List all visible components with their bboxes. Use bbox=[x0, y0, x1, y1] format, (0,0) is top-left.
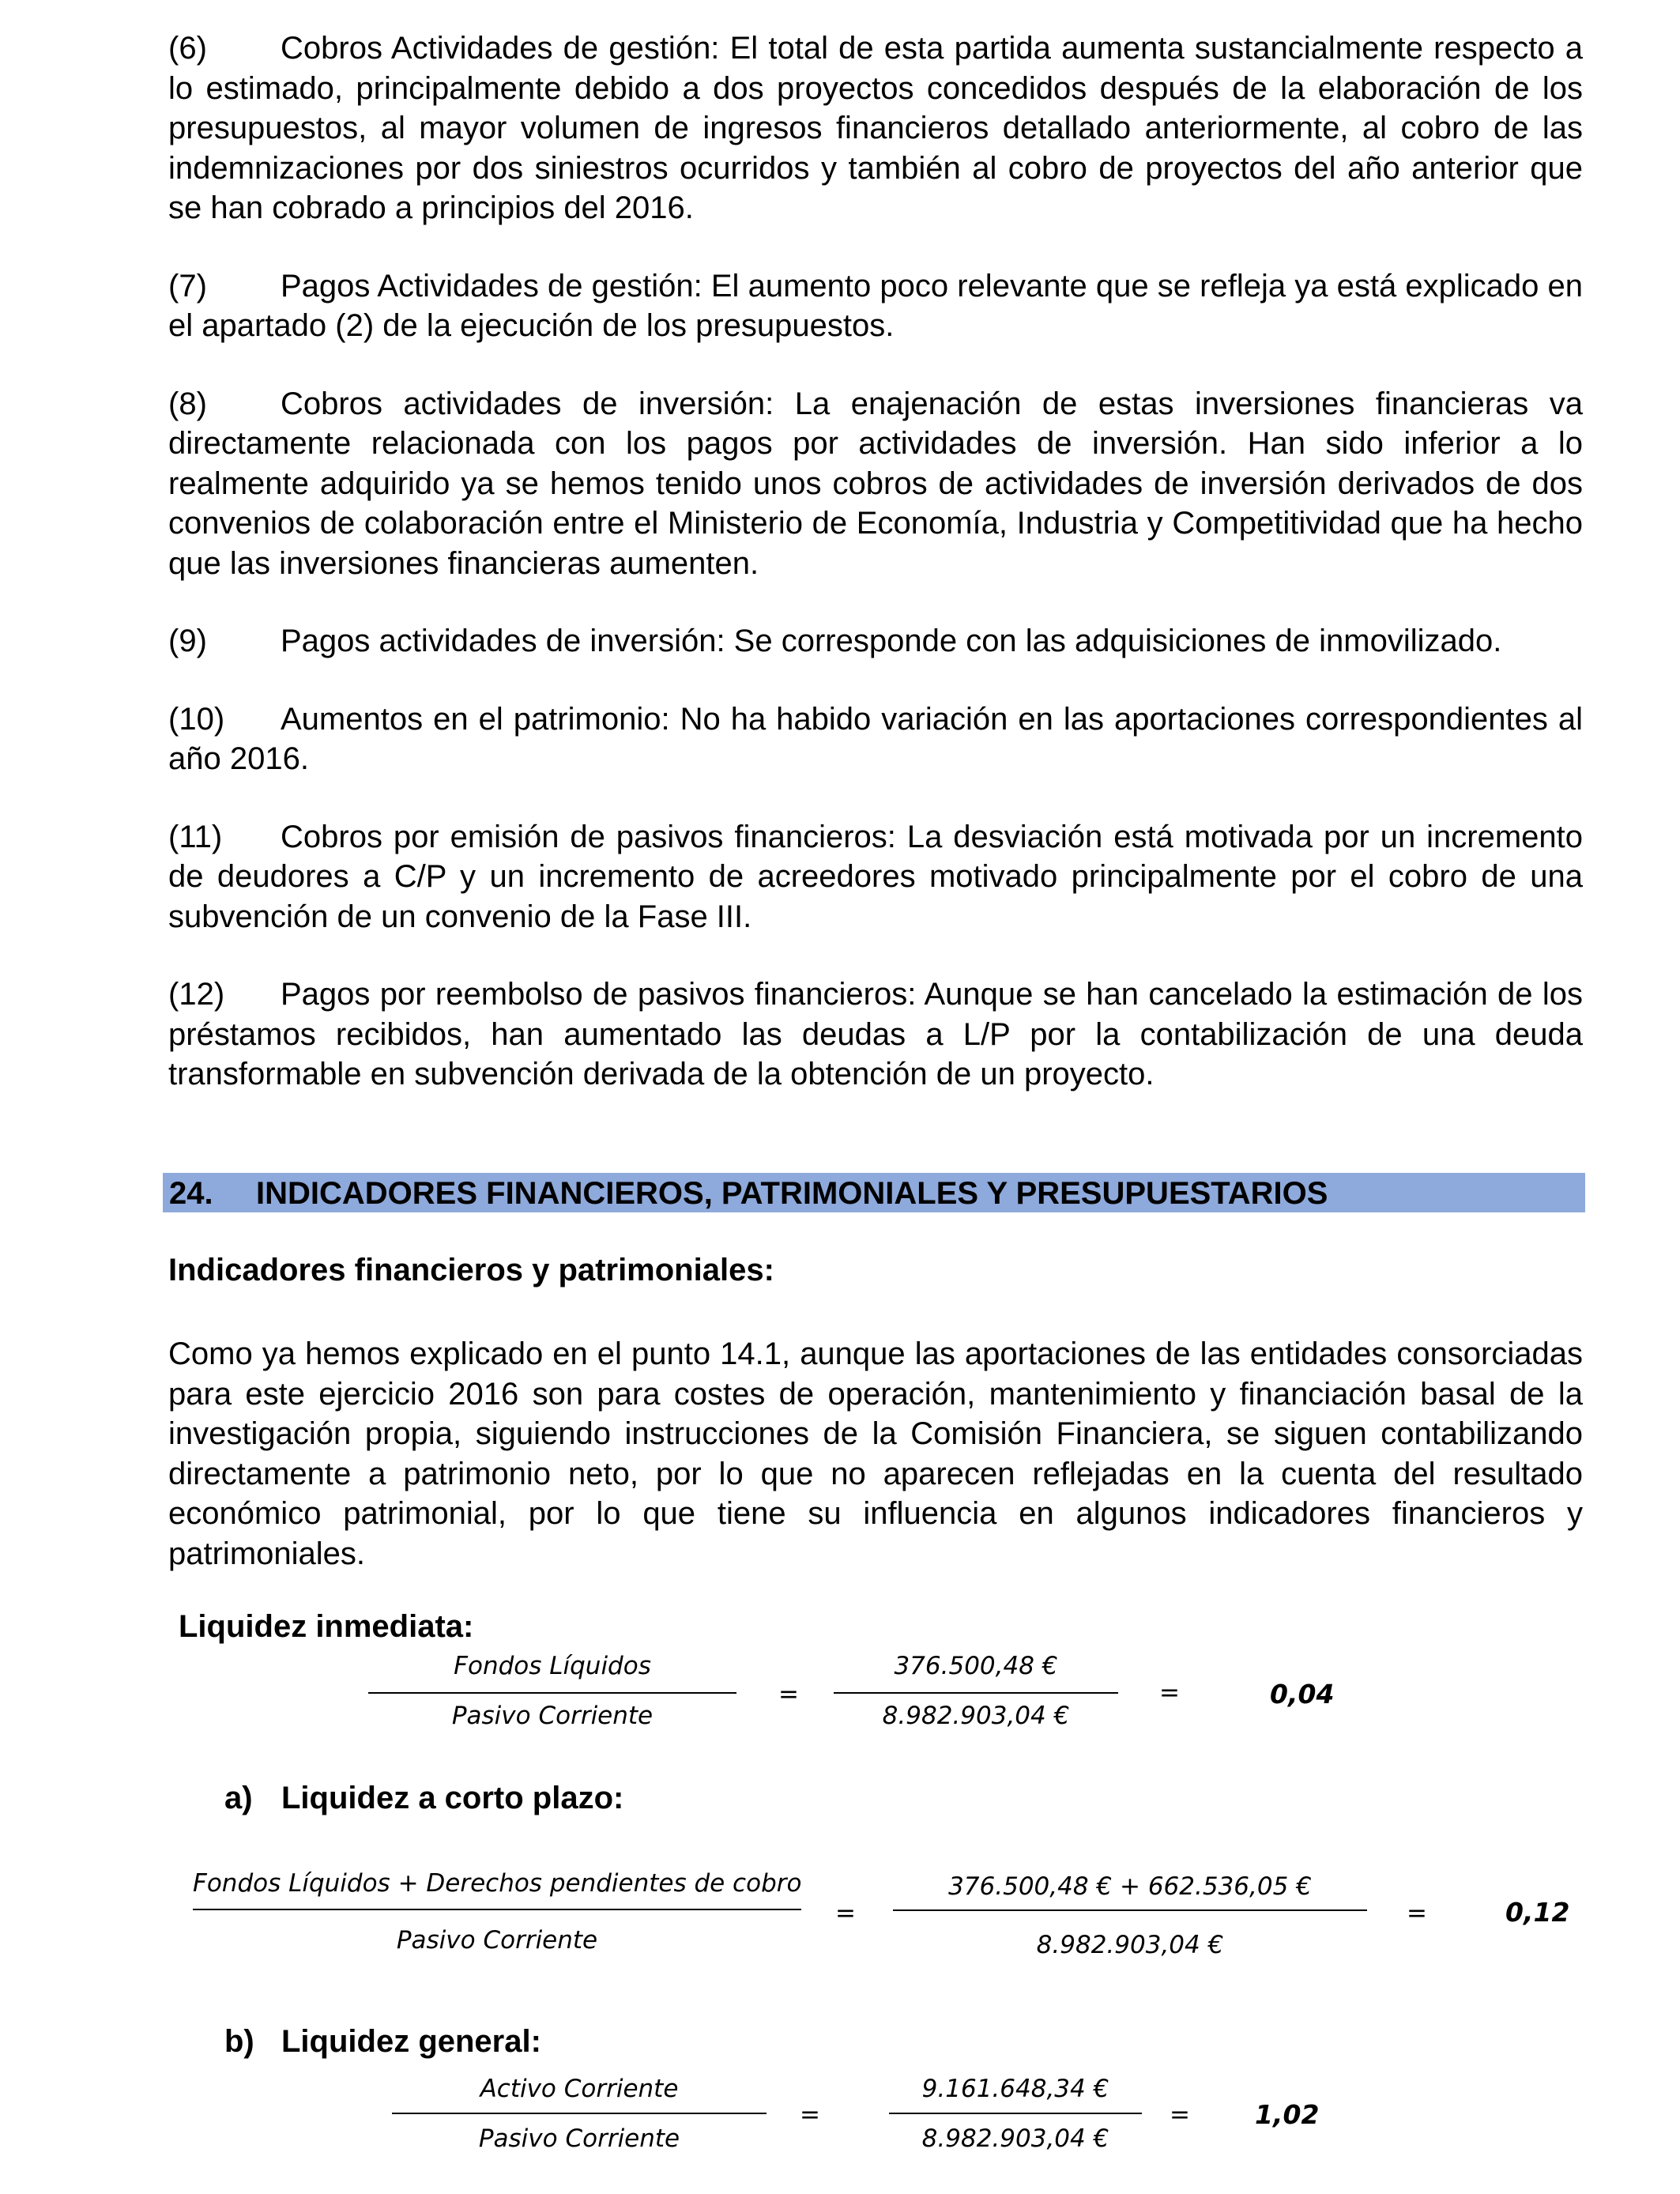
intro-paragraph: Como ya hemos explicado en el punto 14.1, aunque las aportaciones de las entidades consorciadas para este ejercicio 2016 son para costes de operación, mantenimiento y financiación basal de la investigación propia, siguiendo instrucciones de la Comisión Financiera, se siguen contabilizando directamente a patrimonio neto, por lo que no aparecen reflejadas en la cuenta del resultado económico patrimonial, por lo que tiene su influencia en algunos indicadores financieros y patrimoniales. bbox=[168, 1336, 1583, 1571]
note-number: (7) bbox=[168, 268, 207, 303]
notes-list bbox=[168, 28, 1583, 1133]
note-text: Pagos por reembolso de pasivos financieros: Aunque se han cancelado la estimación de los préstamos recibidos, han aumentado las deudas a L/P por la contabilización de una deuda transformable en subvención derivada de la obtención de un proyecto. bbox=[168, 977, 1583, 1091]
note-text: Aumentos en el patrimonio: No ha habido variación en las aportaciones correspondientes al año 2016. bbox=[168, 701, 1583, 776]
numerator-value: 9.161.648,34 € bbox=[921, 2075, 1109, 2103]
equals-sign: = bbox=[800, 2101, 820, 2129]
item-letter: b) bbox=[224, 2024, 254, 2059]
numerator-label: Fondos Líquidos + Derechos pendientes de cobro bbox=[193, 1869, 802, 1898]
numerator-value: 376.500,48 € + 662.536,05 € bbox=[948, 1872, 1312, 1901]
result-value: 0,12 bbox=[1505, 1897, 1570, 1928]
note-7 bbox=[168, 266, 1583, 346]
note-12 bbox=[168, 974, 1583, 1095]
fraction-line bbox=[889, 2113, 1142, 2114]
denominator-value: 8.982.903,04 € bbox=[1036, 1931, 1224, 1959]
equals-sign: = bbox=[1159, 1679, 1180, 1707]
indicator-title-general bbox=[224, 2024, 541, 2060]
item-letter: a) bbox=[224, 1781, 253, 1815]
fraction-line bbox=[893, 1909, 1367, 1911]
note-11 bbox=[168, 817, 1583, 937]
numerator-value: 376.500,48 € bbox=[894, 1652, 1058, 1680]
section-heading bbox=[163, 1173, 1585, 1212]
fraction-line bbox=[834, 1692, 1118, 1694]
equals-sign: = bbox=[835, 1899, 856, 1928]
note-number: (8) bbox=[168, 386, 207, 421]
note-6 bbox=[168, 28, 1583, 228]
fraction-line bbox=[193, 1909, 801, 1910]
note-number: (11) bbox=[168, 819, 223, 854]
equals-sign: = bbox=[1407, 1899, 1427, 1928]
fraction-line bbox=[368, 1692, 736, 1694]
note-text: Pagos Actividades de gestión: El aumento poco relevante que se refleja ya está explicado en el apartado (2) de la ejecución de los presupuestos. bbox=[168, 268, 1583, 343]
equals-sign: = bbox=[778, 1680, 799, 1709]
section-number: 24. bbox=[169, 1176, 213, 1211]
subheading: Indicadores financieros y patrimoniales: bbox=[168, 1253, 774, 1287]
equals-sign: = bbox=[1170, 2101, 1190, 2129]
note-10 bbox=[168, 699, 1583, 779]
note-8 bbox=[168, 384, 1583, 584]
note-number: (9) bbox=[168, 624, 207, 658]
indicator-title-text: Liquidez general: bbox=[281, 2024, 541, 2059]
note-number: (12) bbox=[168, 977, 225, 1012]
numerator-label: Fondos Líquidos bbox=[454, 1652, 651, 1680]
note-number: (6) bbox=[168, 31, 207, 66]
note-number: (10) bbox=[168, 701, 225, 737]
denominator-label: Pasivo Corriente bbox=[451, 1702, 654, 1730]
denominator-label: Pasivo Corriente bbox=[396, 1926, 598, 1955]
note-text: Cobros por emisión de pasivos financieros: La desviación está motivada por un incremento de deudores a C/P y un incremento de acreedores motivado principalmente por el cobro de una subvención de un convenio de la Fase III. bbox=[168, 819, 1583, 934]
numerator-label: Activo Corriente bbox=[480, 2075, 679, 2103]
note-text: Cobros Actividades de gestión: El total de esta partida aumenta sustancialmente respecto a lo estimado, principalmente debido a dos proyectos concedidos después de la elaboración de los presupuestos, al mayor volumen de ingresos financieros detallado anteriormente, al cobro de las indemnizaciones por dos siniestros ocurridos y también al cobro de proyectos del año anterior que se han cobrado a principios del 2016. bbox=[168, 31, 1583, 225]
section-title: INDICADORES FINANCIEROS, PATRIMONIALES Y PRESUPUESTARIOS bbox=[256, 1176, 1328, 1211]
indicator-title-inmediata: Liquidez inmediata: bbox=[179, 1609, 474, 1644]
denominator-value: 8.982.903,04 € bbox=[921, 2124, 1109, 2153]
fraction-line bbox=[392, 2113, 767, 2114]
indicator-title-text: Liquidez a corto plazo: bbox=[281, 1781, 624, 1815]
indicator-title-corto bbox=[224, 1781, 623, 1816]
note-9 bbox=[168, 621, 1583, 662]
result-value: 0,04 bbox=[1270, 1679, 1335, 1710]
result-value: 1,02 bbox=[1255, 2099, 1320, 2130]
denominator-label: Pasivo Corriente bbox=[478, 2124, 680, 2153]
note-text: Cobros actividades de inversión: La enajenación de estas inversiones financieras va directamente relacionada con los pagos por actividades de inversión. Han sido inferior a lo realmente adquirido ya se hemos tenido unos cobros de actividades de inversión derivados de dos convenios de colaboración entre el Ministerio de Economía, Industria y Competitividad que ha hecho que las inversiones financieras aumenten. bbox=[168, 386, 1583, 581]
note-text: Pagos actividades de inversión: Se corresponde con las adquisiciones de inmovilizado. bbox=[281, 624, 1502, 658]
denominator-value: 8.982.903,04 € bbox=[882, 1702, 1070, 1730]
